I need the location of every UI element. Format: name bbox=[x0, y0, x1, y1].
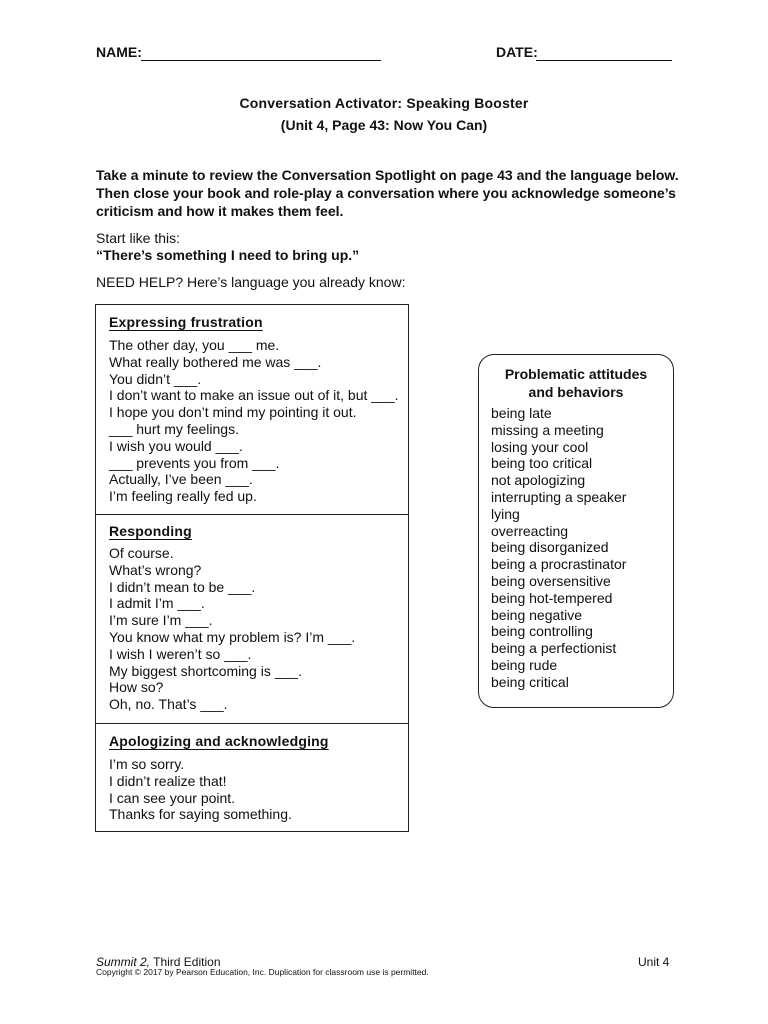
list-item: being rude bbox=[491, 656, 558, 673]
date-label: DATE: bbox=[496, 44, 538, 60]
list-item: I wish I weren’t so ___. bbox=[109, 645, 252, 662]
date-blank-line[interactable] bbox=[536, 60, 672, 61]
list-item: ___ hurt my feelings. bbox=[109, 420, 239, 437]
list-item: not apologizing bbox=[491, 472, 586, 489]
list-item: being disorganized bbox=[491, 539, 609, 556]
list-item: I can see your point. bbox=[109, 789, 236, 806]
list-item: What’s wrong? bbox=[109, 561, 202, 578]
phrase-list bbox=[109, 337, 399, 505]
list-item: being late bbox=[491, 405, 552, 421]
list-item: being a procrastinator bbox=[491, 556, 627, 573]
list-item: I wish you would ___. bbox=[109, 437, 243, 454]
book-edition: Third Edition bbox=[150, 955, 221, 969]
list-item: being a perfectionist bbox=[491, 640, 617, 657]
name-blank-line[interactable] bbox=[141, 60, 381, 61]
responding-box bbox=[95, 513, 409, 724]
list-item: I’m so sorry. bbox=[109, 756, 185, 772]
list-item: being hot-tempered bbox=[491, 589, 613, 606]
box-title: Responding bbox=[109, 523, 192, 539]
list-item: I’m sure I’m ___. bbox=[109, 612, 213, 629]
list-item: being negative bbox=[491, 606, 583, 623]
attitudes-title-line2: and behaviors bbox=[528, 384, 624, 400]
list-item: Thanks for saying something. bbox=[109, 806, 292, 823]
list-item: I hope you don’t mind my pointing it out. bbox=[109, 404, 357, 421]
list-item: being critical bbox=[491, 673, 569, 690]
list-item: Actually, I’ve been ___. bbox=[109, 471, 253, 488]
start-block bbox=[96, 230, 359, 264]
phrase-list bbox=[109, 756, 292, 823]
list-item: overreacting bbox=[491, 522, 569, 539]
list-item: being too critical bbox=[491, 455, 593, 472]
box-title: Expressing frustration bbox=[109, 314, 263, 330]
list-item: interrupting a speaker bbox=[491, 488, 627, 505]
list-item: I admit I’m ___. bbox=[109, 595, 205, 612]
start-label: Start like this: bbox=[96, 230, 181, 246]
footer-unit: Unit 4 bbox=[638, 955, 670, 969]
list-item: losing your cool bbox=[491, 438, 589, 455]
attitudes-title-line1: Problematic attitudes bbox=[504, 366, 648, 382]
footer-copyright: Copyright © 2017 by Pearson Education, Inc. Duplication for classroom use is permitted. bbox=[96, 967, 429, 977]
list-item: lying bbox=[491, 505, 520, 522]
list-item: I don’t want to make an issue out of it, but ___. bbox=[109, 387, 399, 404]
list-item: You know what my problem is? I’m ___. bbox=[109, 628, 356, 645]
list-item: You didn’t ___. bbox=[109, 370, 202, 387]
box-title: Apologizing and acknowledging bbox=[109, 733, 329, 749]
list-item: What really bothered me was ___. bbox=[109, 353, 322, 370]
attitudes-list bbox=[491, 405, 626, 691]
list-item: Of course. bbox=[109, 545, 174, 561]
page-subtitle: (Unit 4, Page 43: Now You Can) bbox=[280, 117, 488, 133]
list-item: missing a meeting bbox=[491, 421, 604, 438]
book-title: Summit 2, bbox=[96, 955, 151, 969]
list-item: The other day, you ___ me. bbox=[109, 337, 280, 353]
phrase-list bbox=[109, 545, 355, 713]
list-item: being oversensitive bbox=[491, 572, 611, 589]
list-item: I didn’t mean to be ___. bbox=[109, 578, 256, 595]
list-item: ___ prevents you from ___. bbox=[109, 454, 280, 471]
instructions: Take a minute to review the Conversation Spotlight on page 43 and the language below. Then close your book and role-play a conversation where you acknowledge someone’s criticism and how it makes them feel. bbox=[96, 167, 679, 219]
start-quote: “There’s something I need to bring up.” bbox=[96, 247, 360, 263]
list-item: I didn’t realize that! bbox=[109, 772, 227, 789]
list-item: My biggest shortcoming is ___. bbox=[109, 662, 302, 679]
list-item: being controlling bbox=[491, 623, 593, 640]
list-item: Oh, no. That’s ___. bbox=[109, 696, 228, 713]
name-label: NAME: bbox=[96, 44, 142, 60]
help-text: NEED HELP? Here’s language you already know: bbox=[96, 274, 406, 290]
page-title: Conversation Activator: Speaking Booster bbox=[239, 95, 529, 111]
expressing-frustration-box bbox=[95, 304, 409, 515]
list-item: I’m feeling really fed up. bbox=[109, 488, 257, 505]
attitudes-title bbox=[479, 365, 673, 401]
apologizing-box bbox=[95, 723, 409, 832]
list-item: How so? bbox=[109, 679, 164, 696]
problematic-attitudes-box bbox=[478, 354, 674, 708]
